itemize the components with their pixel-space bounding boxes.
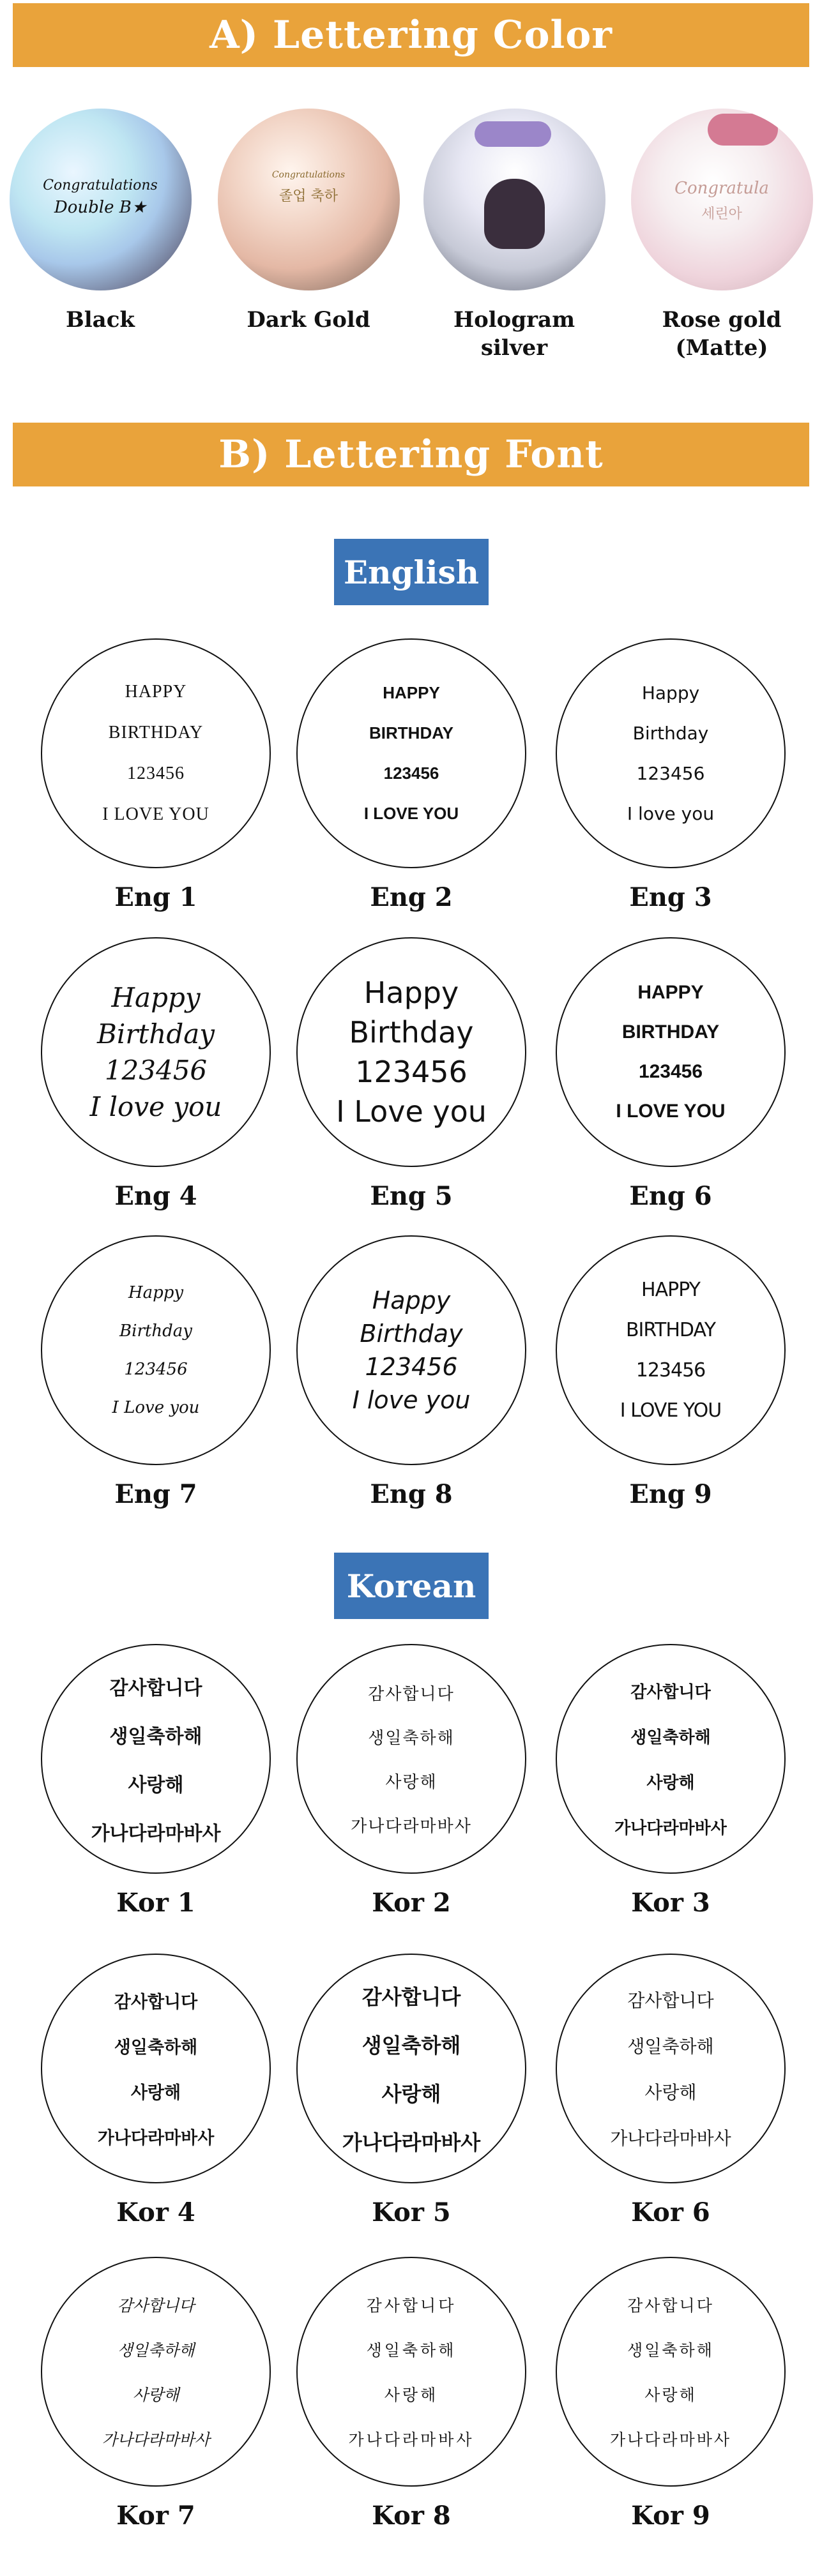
font-circle	[41, 2257, 271, 2487]
font-circle	[296, 1954, 526, 2183]
sample-line: 사랑해	[646, 1774, 695, 1793]
color-swatch-dark-gold	[216, 109, 401, 334]
sample-line: 감사합니다	[627, 1990, 714, 2011]
font-sample-eng3[interactable]	[549, 638, 792, 912]
sample-line: 사랑해	[644, 2082, 697, 2103]
font-circle	[296, 2257, 526, 2487]
font-sample-eng6[interactable]	[549, 937, 792, 1211]
sample-line: Birthday	[119, 1322, 192, 1341]
font-label: Eng 2	[370, 882, 453, 912]
sample-line: Birthday	[360, 1320, 463, 1348]
font-label: Kor 4	[116, 2197, 195, 2227]
swatch-label: silver	[480, 335, 548, 361]
balloon-photo-dark-gold	[218, 109, 400, 290]
sample-line: 사랑해	[132, 2386, 179, 2404]
sample-line: 123456	[636, 763, 705, 784]
sample-line: 123456	[365, 1353, 458, 1381]
font-sample-kor5[interactable]	[290, 1954, 533, 2227]
sample-line: 가나다라마바사	[102, 2430, 210, 2449]
font-label: Kor 7	[116, 2501, 195, 2531]
font-label: Kor 3	[631, 1888, 710, 1918]
font-circle	[41, 638, 271, 868]
sample-line: 감사합니다	[362, 1985, 461, 2008]
sample-line: I love you	[89, 1091, 222, 1122]
color-swatch-black	[8, 109, 193, 334]
swatch-label: Black	[66, 307, 135, 333]
sample-line: 가나다라마바사	[97, 2128, 215, 2148]
sample-line: 사랑해	[644, 2386, 697, 2404]
font-label: Kor 6	[631, 2197, 710, 2227]
font-circle	[41, 1644, 271, 1874]
font-circle	[296, 937, 526, 1167]
section-b-header	[13, 423, 809, 486]
font-circle	[296, 638, 526, 868]
sample-line: I Love you	[336, 1094, 487, 1129]
balloon-text: Congratula	[674, 179, 769, 198]
sample-line: 생일축하해	[362, 2034, 461, 2057]
font-sample-eng2[interactable]	[290, 638, 533, 912]
ribbon-shape	[475, 121, 551, 147]
sample-line: 123456	[124, 1360, 188, 1379]
sample-line: HAPPY	[641, 1279, 700, 1301]
font-sample-kor2[interactable]	[290, 1644, 533, 1918]
balloon-photo-rose-gold	[631, 109, 813, 290]
swatch-label: Hologram	[453, 307, 575, 333]
sample-line: 감사합니다	[368, 1685, 455, 1704]
font-sample-eng9[interactable]	[549, 1235, 792, 1509]
color-swatch-rose-gold	[629, 109, 814, 362]
sample-line: Happy	[363, 975, 459, 1010]
swatch-label: (Matte)	[675, 335, 768, 361]
font-label: Kor 1	[116, 1888, 195, 1918]
balloon-text: Congratulations	[43, 177, 158, 193]
font-label: Eng 6	[629, 1181, 712, 1211]
color-swatch-hologram-silver	[422, 109, 607, 362]
font-sample-kor8[interactable]	[290, 2257, 533, 2531]
sample-line: Birthday	[97, 1018, 215, 1050]
sample-line: Birthday	[632, 723, 709, 744]
sample-line: BIRTHDAY	[369, 723, 453, 742]
sample-line: 가나다라마바사	[610, 2128, 731, 2149]
sample-line: 감사합니다	[366, 2296, 457, 2315]
sample-line: 123456	[636, 1359, 706, 1382]
korean-tag-label: Korean	[346, 1567, 476, 1605]
sample-line: I LOVE YOU	[616, 1101, 726, 1122]
font-label: Kor 2	[372, 1888, 451, 1918]
sample-line: Happy	[641, 682, 700, 704]
sample-line: 생일축하해	[627, 2341, 714, 2360]
font-circle	[296, 1235, 526, 1465]
font-sample-eng7[interactable]	[34, 1235, 277, 1509]
sample-line: 사랑해	[384, 2386, 439, 2404]
sample-line: 사랑해	[381, 2083, 441, 2105]
font-label: Eng 5	[370, 1181, 453, 1211]
font-circle	[556, 1954, 786, 2183]
font-label: Eng 9	[629, 1479, 712, 1509]
font-label: Eng 4	[114, 1181, 197, 1211]
sample-line: 생일축하해	[117, 2341, 195, 2360]
sample-line: HAPPY	[125, 682, 187, 702]
sample-line: 생일축하해	[630, 1728, 711, 1747]
font-circle	[556, 1235, 786, 1465]
font-circle	[41, 1954, 271, 2183]
sample-line: Birthday	[349, 1015, 474, 1050]
sample-line: BIRTHDAY	[621, 1021, 720, 1043]
sample-line: HAPPY	[383, 683, 440, 702]
sample-line: Happy	[111, 982, 201, 1013]
sample-line: 사랑해	[130, 2083, 181, 2103]
sample-line: 생일축하해	[368, 1729, 455, 1748]
section-a-title: A) Lettering Color	[209, 13, 613, 57]
sample-line: I Love you	[112, 1398, 200, 1417]
sample-line: I LOVE YOU	[363, 804, 459, 823]
sample-line: 123456	[127, 764, 185, 783]
sample-line: 생일축하해	[627, 2036, 714, 2057]
sample-line: 가나다라마바사	[348, 2430, 475, 2449]
sample-line: 가나다라마바사	[609, 2430, 732, 2449]
swatch-label: Dark Gold	[247, 307, 370, 333]
sample-line: 사랑해	[128, 1774, 184, 1796]
font-sample-kor6[interactable]	[549, 1954, 792, 2227]
sample-line: Happy	[372, 1286, 451, 1314]
swatch-label: Rose gold	[662, 307, 782, 333]
sample-line: 123456	[383, 764, 439, 783]
sample-line: 가나다라마바사	[614, 1819, 727, 1838]
font-sample-kor9[interactable]	[549, 2257, 792, 2531]
font-label: Kor 5	[372, 2197, 451, 2227]
sample-line: 감사합니다	[117, 2296, 195, 2315]
sample-line: I LOVE YOU	[620, 1399, 722, 1422]
font-circle	[296, 1644, 526, 1874]
section-b-title: B) Lettering Font	[218, 432, 604, 477]
font-label: Kor 8	[372, 2501, 451, 2531]
sample-line: BIRTHDAY	[625, 1319, 716, 1341]
sample-line: 생일축하해	[114, 2038, 198, 2058]
sample-line: I LOVE YOU	[102, 804, 209, 824]
character-figure	[484, 179, 545, 249]
font-circle	[556, 2257, 786, 2487]
font-sample-eng1[interactable]	[34, 638, 277, 912]
sample-line: BIRTHDAY	[108, 723, 204, 742]
sample-line: 123456	[355, 1055, 468, 1089]
font-sample-eng4[interactable]	[34, 937, 277, 1211]
font-label: Eng 3	[629, 882, 712, 912]
font-sample-kor1[interactable]	[34, 1644, 277, 1918]
font-sample-eng8[interactable]	[290, 1235, 533, 1509]
sample-line: 123456	[104, 1055, 208, 1086]
balloon-text: Congratulations	[271, 170, 346, 180]
sample-line: Happy	[128, 1283, 184, 1302]
sample-line: 감사합니다	[627, 2296, 714, 2315]
font-circle	[41, 937, 271, 1167]
font-sample-kor4[interactable]	[34, 1954, 277, 2227]
sample-line: 생일축하해	[109, 1726, 202, 1748]
sample-line: I love you	[352, 1386, 471, 1414]
ribbon-shape	[708, 114, 778, 146]
balloon-photo-hologram-silver	[423, 109, 605, 290]
section-a-header	[13, 3, 809, 67]
font-circle	[556, 1644, 786, 1874]
balloon-photo-black	[10, 109, 192, 290]
font-label: Eng 1	[114, 882, 197, 912]
sample-line: 가나다라마바사	[342, 2131, 481, 2154]
sample-line: 123456	[638, 1061, 703, 1082]
font-label: Eng 8	[370, 1479, 453, 1509]
font-circle	[41, 1235, 271, 1465]
sample-line: 생일축하해	[366, 2341, 457, 2360]
sample-line: HAPPY	[637, 982, 704, 1003]
font-sample-kor3[interactable]	[549, 1644, 792, 1918]
sample-line: I love you	[627, 803, 715, 824]
balloon-text: 졸업 축하	[278, 188, 338, 204]
font-circle	[556, 937, 786, 1167]
sample-line: 가나다라마바사	[351, 1817, 472, 1836]
font-circle	[556, 638, 786, 868]
font-label: Eng 7	[114, 1479, 197, 1509]
korean-tag	[334, 1553, 489, 1619]
balloon-text: Double B★	[54, 198, 147, 217]
sample-line: 감사합니다	[114, 1992, 198, 2012]
sample-line: 사랑해	[385, 1773, 438, 1792]
font-sample-eng5[interactable]	[290, 937, 533, 1211]
english-tag-label: English	[344, 553, 479, 591]
english-tag	[334, 539, 489, 605]
sample-line: 감사합니다	[630, 1683, 711, 1702]
font-sample-kor7[interactable]	[34, 2257, 277, 2531]
balloon-text: 세린아	[701, 206, 742, 222]
sample-line: 감사합니다	[109, 1677, 202, 1699]
sample-line: 가나다라마바사	[91, 1823, 221, 1845]
font-label: Kor 9	[631, 2501, 710, 2531]
